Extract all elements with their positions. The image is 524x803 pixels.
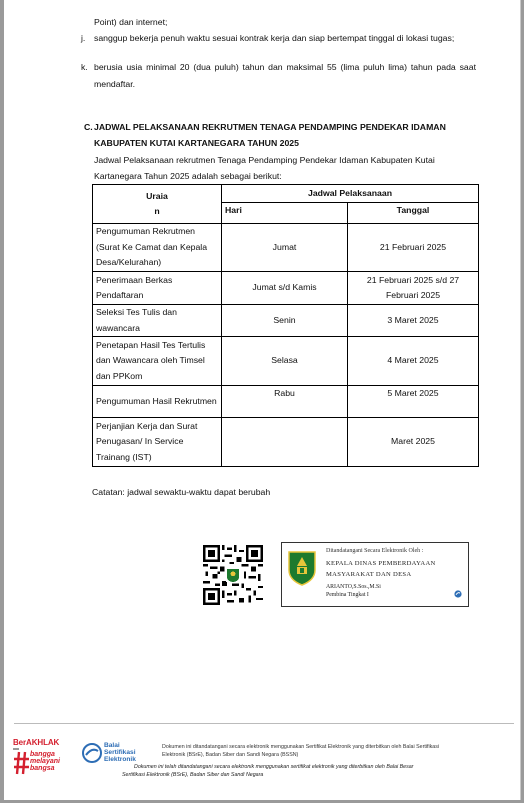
regency-emblem-icon: [288, 550, 316, 586]
cell-tanggal: 3 Maret 2025: [348, 305, 479, 337]
schedule-table: [92, 184, 479, 467]
cell-uraian: Pengumuman Hasil Rekrutmen: [93, 386, 222, 418]
cell-hari: Senin: [222, 305, 348, 337]
section-letter: C.: [84, 122, 93, 132]
berakhlak-wordmark: BerAKHLAK: [13, 738, 60, 747]
cell-uraian: Perjanjian Kerja dan Surat Penugasan/ In Service Trainang (IST): [93, 418, 222, 467]
cell-hari: Jumat s/d Kamis: [222, 272, 348, 305]
bsre-small-icon: [454, 590, 462, 598]
cell-hari: [222, 418, 348, 467]
cell-tanggal: 4 Maret 2025: [348, 337, 479, 386]
section-title: JADWAL PELAKSANAAN REKRUTMEN TENAGA PENDAMPING PENDEKAR IDAMAN KABUPATEN KUTAI KARTANEGARA TAHUN 2025: [94, 122, 446, 148]
footer-divider: [14, 723, 514, 724]
signer-name: ARIANTO,S.Sos.,M.Si: [326, 584, 381, 590]
cell-tanggal: 21 Februari 2025: [348, 224, 479, 272]
table-row: [93, 272, 479, 305]
table-row: [93, 337, 479, 386]
table-row: [93, 418, 479, 467]
cell-hari: Jumat: [222, 224, 348, 272]
col-tanggal-header: Tanggal: [348, 203, 479, 224]
berakhlak-tagline-rule: [13, 748, 19, 750]
tagline-melayani: melayani: [30, 758, 60, 765]
cell-tanggal: 21 Februari 2025 s/d 27 Februari 2025: [348, 272, 479, 305]
bsre-name-3: Elektronik: [104, 756, 136, 763]
list-item-text: berusia usia minimal 20 (dua puluh) tahun dan maksimal 55 (lima puluh lima) tahun pada saat mendaftar.: [94, 62, 476, 89]
list-item-j: [81, 30, 476, 47]
signature-position: KEPALA DINAS PEMBERDAYAAN MASYARAKAT DAN DESA: [326, 560, 436, 578]
table-row: [93, 386, 479, 418]
signature-caption: Ditandatangani Secara Elektronik Oleh :: [326, 548, 424, 554]
section-intro: Jadwal Pelaksanaan rekrutmen Tenaga Pendamping Pendekar Idaman Kabupaten Kutai Kartanegara Tahun 2025 adalah sebagai berikut:: [94, 155, 435, 181]
signer-rank: Pembina Tingkat I: [326, 592, 369, 598]
list-marker: k.: [81, 62, 88, 72]
tagline-bangsa: bangsa: [30, 765, 55, 772]
cell-hari: Rabu: [222, 386, 348, 418]
cell-tanggal: Maret 2025: [348, 418, 479, 467]
tagline-bangga: bangga: [30, 751, 55, 758]
table-row: [93, 224, 479, 272]
list-continuation-line: Point) dan internet;: [94, 17, 168, 27]
bsre-name-2: Sertifikasi: [104, 749, 136, 756]
col-jadwal-header: Jadwal Pelaksanaan: [222, 185, 479, 203]
list-item-k: [81, 59, 476, 92]
cell-uraian: Pengumuman Rekrutmen (Surat Ke Camat dan Kepala Desa/Kelurahan): [93, 224, 222, 272]
cell-uraian: Penerimaan Berkas Pendaftaran: [93, 272, 222, 305]
qr-code-icon: [203, 545, 263, 605]
schedule-note: Catatan: jadwal sewaktu-waktu dapat berubah: [92, 487, 271, 497]
cell-hari: Selasa: [222, 337, 348, 386]
cell-uraian: Penetapan Hasil Tes Tertulis dan Wawancara oleh Timsel dan PPKom: [93, 337, 222, 386]
document-page: [4, 0, 521, 800]
esign-notice: Dokumen ini ditandatangani secara elektronik menggunakan Sertifikat Elektronik yang diterbitkan oleh Balai Sertifikasi Elektronik (BSrE), Badan Siber dan Sandi Negara (BSSN): [162, 744, 440, 758]
bsre-logo-icon: [82, 743, 102, 763]
hashtag-icon: [14, 751, 29, 775]
bsre-name-1: Balai: [104, 742, 120, 749]
signature-box: [281, 542, 469, 607]
table-row: [93, 305, 479, 337]
col-uraian-header: Uraia n: [93, 185, 222, 224]
list-marker: j.: [81, 33, 86, 43]
list-item-text: sanggup bekerja penuh waktu sesuai kontrak kerja dan siap bertempat tinggal di lokasi tugas;: [94, 33, 455, 43]
cell-tanggal: 5 Maret 2025: [348, 386, 479, 418]
col-hari-header: Hari: [222, 203, 348, 224]
cell-uraian: Seleksi Tes Tulis dan wawancara: [93, 305, 222, 337]
esign-notice-overlay: Dokumen ini telah ditandatangani secara elektronik menggunakan sertifikat elektronik yang diterbitkan oleh Balai Besar Sertifikasi Elektronik (BSrE), Badan Siber dan Sandi Negara: [122, 764, 414, 778]
berakhlak-logo: [13, 738, 75, 776]
